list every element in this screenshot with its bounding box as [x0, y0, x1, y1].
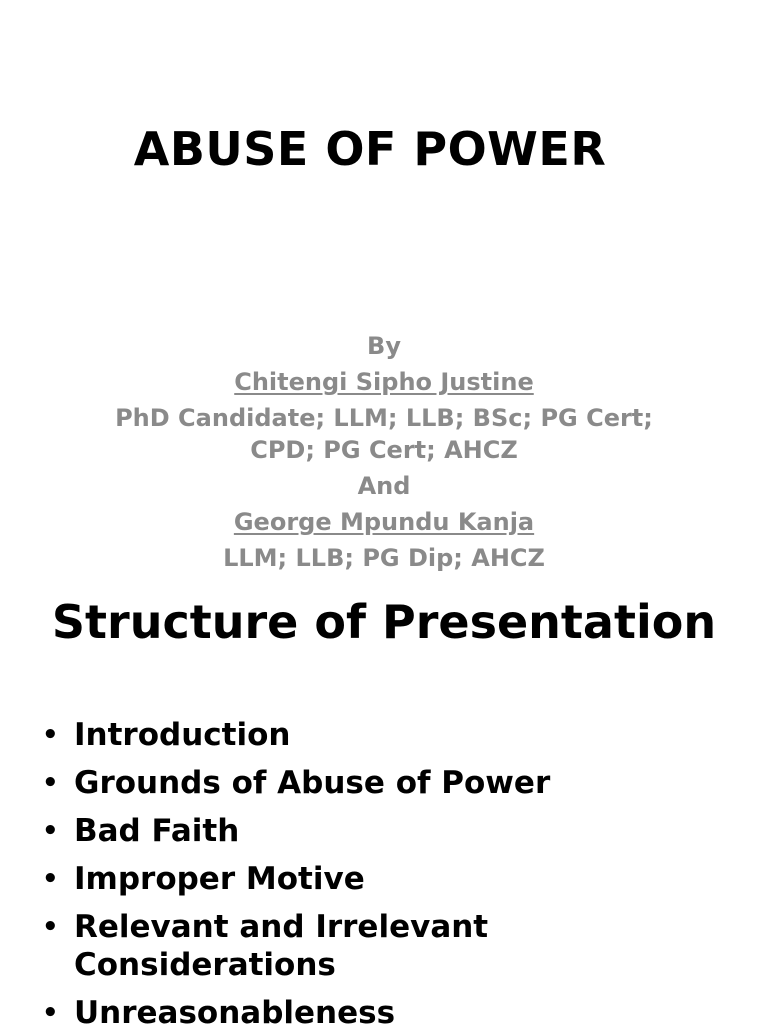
structure-list: [42, 716, 742, 1024]
bullet-icon: •: [42, 864, 59, 894]
list-item-text: Unreasonableness: [74, 995, 396, 1024]
list-item: [42, 860, 742, 898]
bullet-icon: •: [42, 720, 59, 750]
author-2-name: George Mpundu Kanja: [233, 508, 535, 536]
author-1-credentials: PhD Candidate; LLM; LLB; BSc; PG Cert; CPD; PG Cert; AHCZ: [115, 404, 653, 464]
by-label: By: [367, 332, 401, 360]
list-item: [42, 716, 742, 754]
list-item-text: Introduction: [74, 717, 291, 753]
slide-title: ABUSE OF POWER: [133, 122, 607, 176]
bullet-icon: •: [42, 768, 59, 798]
list-item: [42, 764, 742, 802]
list-item: [42, 994, 742, 1024]
list-item-text: Grounds of Abuse of Power: [74, 765, 551, 801]
bullet-icon: •: [42, 998, 59, 1024]
list-item-text: Bad Faith: [74, 813, 240, 849]
bullet-icon: •: [42, 816, 59, 846]
author-2-credentials: LLM; LLB; PG Dip; AHCZ: [223, 544, 545, 572]
list-item-text: Relevant and Irrelevant Considerations: [74, 909, 489, 983]
list-item: [42, 908, 742, 984]
structure-title: Structure of Presentation: [51, 595, 717, 649]
bullet-icon: •: [42, 912, 59, 942]
list-item-text: Improper Motive: [74, 861, 365, 897]
list-item: [42, 812, 742, 850]
author-1-name: Chitengi Sipho Justine: [234, 368, 534, 396]
and-label: And: [357, 472, 411, 500]
byline: [110, 330, 658, 578]
